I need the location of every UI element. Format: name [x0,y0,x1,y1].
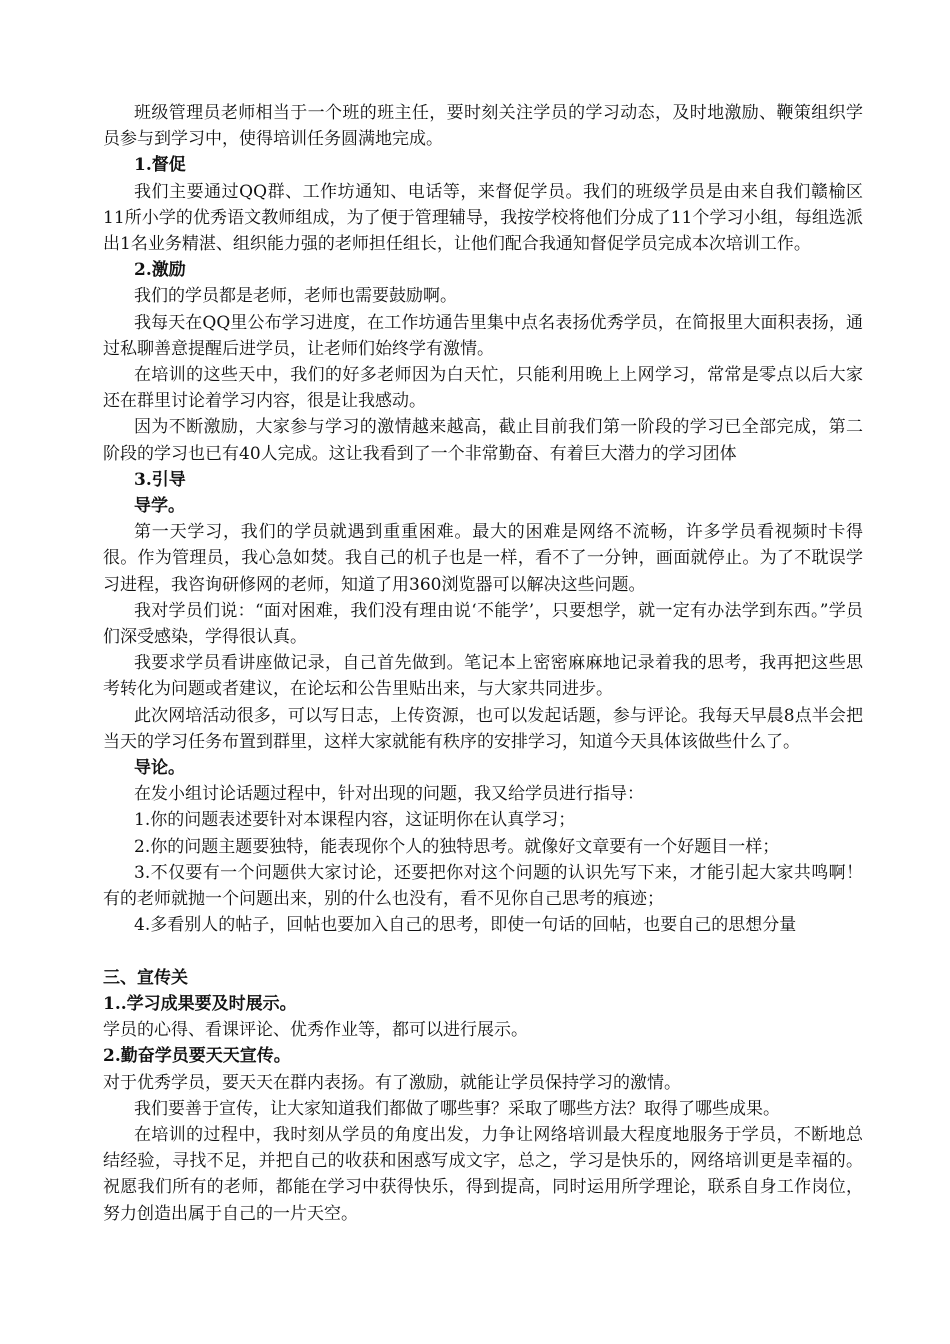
body-paragraph: 班级管理员老师相当于一个班的班主任，要时刻关注学员的学习动态，及时地激励、鞭策组织学员参与到学习中，使得培训任务圆满地完成。 [103,103,863,150]
body-paragraph: 4.多看别人的帖子，回帖也要加入自己的思考，即使一句话的回帖，也要自己的思想分量 [134,915,797,936]
body-paragraph: 2.你的问题主题要独特，能表现你个人的独特思考。就像好文章要有一个好题目一样； [134,836,780,857]
body-paragraph: 我要求学员看讲座做记录，自己首先做到。笔记本上密密麻麻地记录着我的思考，我再把这些思考转化为问题或者建议，在论坛和公告里贴出来，与大家共同进步。 [103,653,863,700]
body-paragraph: 学员的心得、看课评论、优秀作业等，都可以进行展示。 [103,1020,528,1041]
body-paragraph: 在发小组讨论话题过程中，针对出现的问题，我又给学员进行指导： [134,784,644,805]
document-body [103,100,863,1227]
body-paragraph: 3.不仅要有一个问题供大家讨论，还要把你对这个问题的认识先写下来，才能引起大家共鸣啊！有的老师就抛一个问题出来，别的什么也没有，看不见你自己思考的痕迹； [103,862,863,910]
section-heading: 导论。 [134,758,185,779]
body-paragraph: 对于优秀学员，要天天在群内表扬。有了激励，就能让学员保持学习的激情。 [103,1072,681,1093]
section-heading: 2.勤奋学员要天天宣传。 [103,1046,291,1067]
section-heading: 2.激励 [134,260,186,281]
section-heading: 3.引导 [134,469,186,490]
body-paragraph: 第一天学习，我们的学员就遇到重重困难。最大的困难是网络不流畅，许多学员看视频时卡得很。作为管理员，我心急如焚。我自己的机子也是一样，看不了一分钟，画面就停止。为了不耽误学习进程，我咨询研修网的老师，知道了用360浏览器可以解决这些问题。 [103,522,863,595]
section-heading: 导学。 [134,496,185,517]
body-paragraph: 在培训的过程中，我时刻从学员的角度出发，力争让网络培训最大程度地服务于学员，不断地总结经验，寻找不足，并把自己的收获和困惑写成文字，总之，学习是快乐的，网络培训更是幸福的。祝愿我们所有的老师，都能在学习中获得快乐，得到提高，同时运用所学理论，联系自身工作岗位，努力创造出属于自己的一片天空。 [103,1124,863,1224]
section-heading: 三、宣传关 [103,967,188,988]
body-paragraph: 1.你的问题表述要针对本课程内容，这证明你在认真学习； [134,810,576,831]
body-paragraph: 我们的学员都是老师，老师也需要鼓励啊。 [134,286,457,307]
body-paragraph: 因为不断激励，大家参与学习的激情越来越高，截止目前我们第一阶段的学习已全部完成，第二阶段的学习也已有40人完成。这让我看到了一个非常勤奋、有着巨大潜力的学习团体 [103,417,863,464]
blank-line [103,939,863,965]
body-paragraph: 我每天在QQ里公布学习进度，在工作坊通告里集中点名表扬优秀学员，在简报里大面积表扬，通过私聊善意提醒后进学员，让老师们始终学有激情。 [103,312,863,359]
body-paragraph: 在培训的这些天中，我们的好多老师因为白天忙，只能利用晚上上网学习，常常是零点以后大家还在群里讨论着学习内容，很是让我感动。 [103,365,863,412]
body-paragraph: 我们要善于宣传，让大家知道我们都做了哪些事？采取了哪些方法？取得了哪些成果。 [134,1098,780,1119]
section-heading: 1..学习成果要及时展示。 [103,993,297,1014]
body-paragraph: 我对学员们说：“面对困难，我们没有理由说‘不能学’，只要想学，就一定有办法学到东西。”学员们深受感染，学得很认真。 [103,600,863,648]
body-paragraph: 此次网培活动很多，可以写日志，上传资源，也可以发起话题，参与评论。我每天早晨8点半会把当天的学习任务布置到群里，这样大家就能有秩序的安排学习，知道今天具体该做些什么了。 [103,705,863,752]
body-paragraph: 我们主要通过QQ群、工作坊通知、电话等，来督促学员。我们的班级学员是由来自我们赣榆区11所小学的优秀语文教师组成，为了便于管理辅导，我按学校将他们分成了11个学习小组，每组选派出1名业务精湛、组织能力强的老师担任组长，让他们配合我通知督促学员完成本次培训工作。 [103,181,863,255]
section-heading: 1.督促 [134,155,186,176]
